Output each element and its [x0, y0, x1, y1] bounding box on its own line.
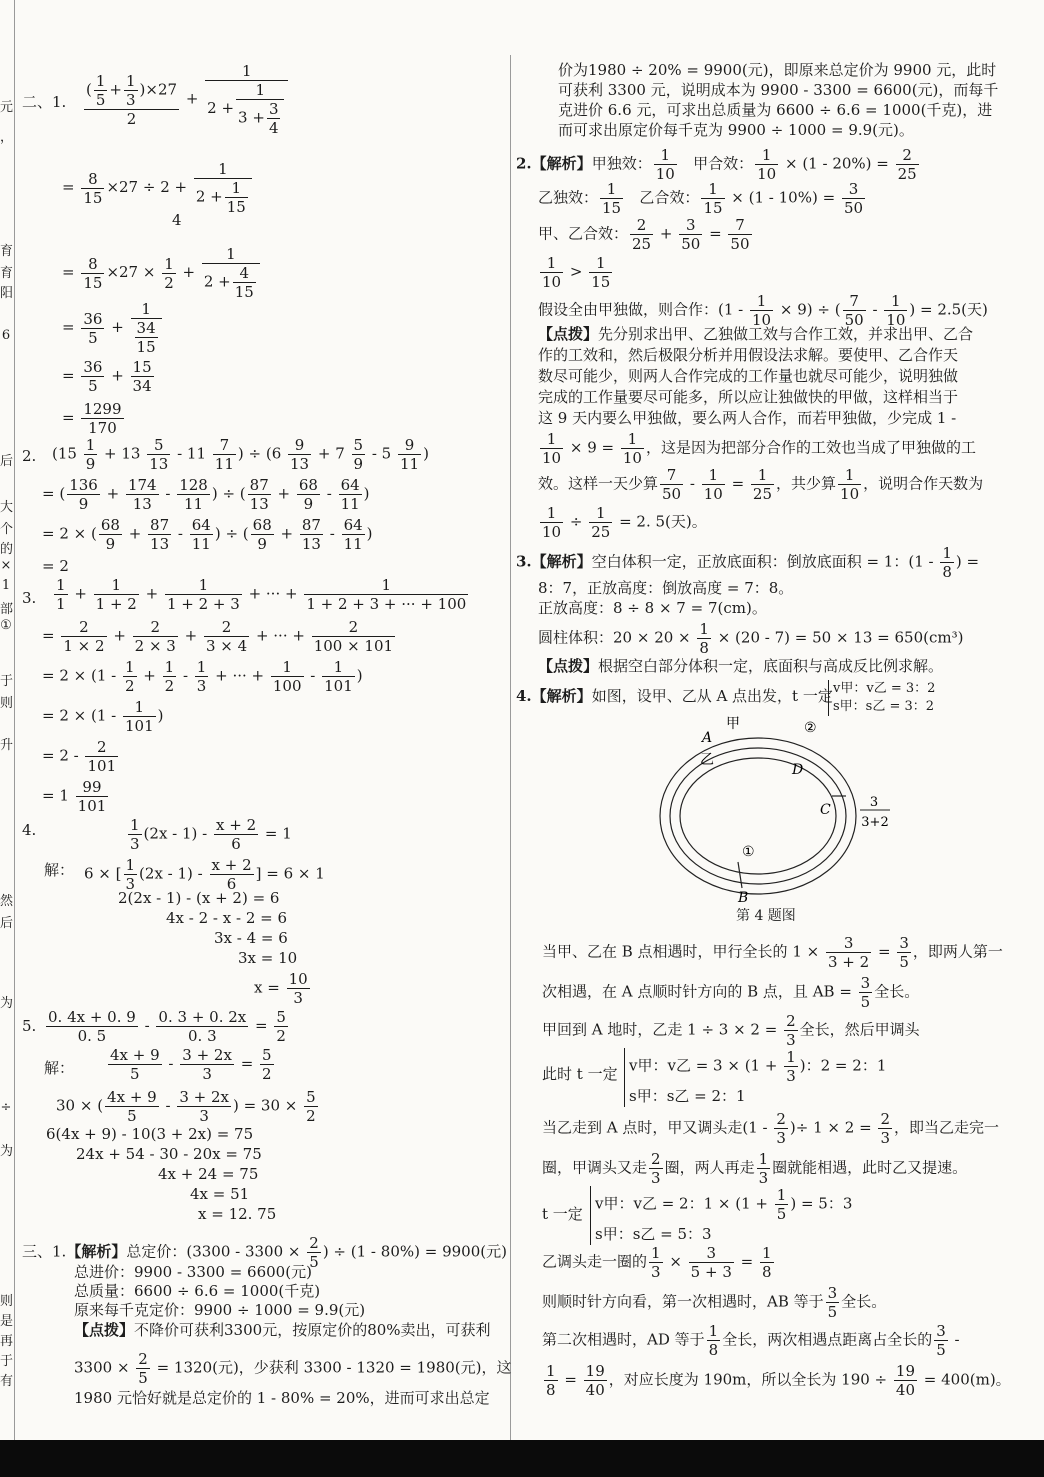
margin-char: 阳 [0, 286, 14, 301]
cont-4: 而可求出原定价每千克为 9900 ÷ 1000 = 9.9(元)。 [558, 121, 914, 139]
q4-t8: 乙调头走一圈的 $\frac{1}{3}$ × $\frac{3}{5 + 3}$ = $\frac{1}{8}$ [542, 1244, 772, 1281]
q2-2-line2: = ( $\frac{136}{9}$ + $\frac{174}{13}$ - $\frac{128}{11}$ ) ÷ ( $\frac{87}{13}$ + $\frac{68}{9}$ - $\frac{64}{11}$ ) [42, 476, 370, 513]
q2-3-line6: = 1 $\frac{99}{101}$ [42, 778, 107, 815]
margin-char: 1 [1, 578, 11, 593]
margin-char: 于 [0, 1354, 14, 1369]
margin-char: 是 [0, 1314, 14, 1329]
left-margin-strip [0, 0, 15, 1440]
margin-char: 个 [0, 522, 14, 537]
q2-5-eq7: 4x = 51 [190, 1185, 250, 1203]
q2-5-eq8: x = 12. 75 [198, 1205, 277, 1223]
q2-3-line1: $\frac{1}{1}$ + $\frac{1}{1 + 2}$ + $\frac{1}{1 + 2 + 3}$ + ··· + $\frac{1}{1 + 2 + 3 + \cdot\cdot\cdot + 100}$ [56, 576, 467, 613]
q2-2-line1: (15 $\frac{1}{9}$ + 13 $\frac{5}{13}$ - 11 $\frac{7}{11}$ ) ÷ (6 $\frac{9}{13}$ + 7 $\frac{5}{9}$ - 5 $\frac{9}{11}$ ) [52, 436, 429, 473]
q2-tip-7: 效。这样一天少算 $\frac{7}{50}$ - $\frac{1}{10}$ = $\frac{1}{25}$ ，共少算 $\frac{1}{10}$ ，说明合作天数为 [538, 466, 984, 503]
label-circle-2: ② [804, 720, 817, 736]
q2-4-eq7: x = $\frac{10}{3}$ [254, 970, 308, 1007]
q4-t10: 第二次相遇时，AD 等于 $\frac{1}{8}$ 全长，两次相遇点距离占全长的 $\frac{3}{5}$ - [542, 1322, 960, 1359]
margin-char: 后 [0, 916, 14, 931]
q4-t11: $\frac{1}{8}$ = $\frac{19}{40}$ ，对应长度为 190m，所以全长为 190 ÷ $\frac{19}{40}$ = 400(m)。 [546, 1362, 1011, 1399]
q2-b: 乙独效： $\frac{1}{15}$ 乙合效： $\frac{1}{15}$ × (1 - 10%) = $\frac{3}{50}$ [538, 180, 864, 217]
q4-t5: 当乙走到 A 点时，甲又调头走(1 - $\frac{2}{3}$ )÷ 1 × 2 = $\frac{2}{3}$ ，即当乙走完一 [542, 1110, 1000, 1147]
q2-5-eq5: 24x + 54 - 30 - 20x = 75 [76, 1145, 262, 1163]
q2-5-eq3: 30 × ( $\frac{4x + 9}{5}$ - $\frac{3 + 2x}{3}$ ) = 30 × $\frac{5}{2}$ [56, 1088, 316, 1125]
label-D: D [792, 762, 804, 778]
track-inner [680, 758, 836, 874]
label-yi: 乙 [700, 752, 714, 768]
q2-tip-1: 【点拨】先分别求出甲、乙独做工效与合作工效，并求出甲、乙合 [538, 325, 974, 343]
q4-t9: 则顺时针方向看，第一次相遇时，AB 等于 $\frac{3}{5}$ 全长。 [542, 1284, 887, 1321]
margin-char: ÷ [0, 1100, 12, 1115]
margin-char: ， [0, 130, 14, 145]
q3-1-tip: 【点拨】不降价可获利3300元，按原定价的80%卖出，可获利 [74, 1321, 491, 1339]
cont-3: 克进价 6.6 元，可求出总质量为 6600 ÷ 6.6 = 1000(千克)，进 [558, 101, 993, 119]
cont-2: 可获利 3300 元，说明成本为 9900 - 3300 = 6600(元)，而每千 [558, 81, 999, 99]
margin-char: 于 [0, 674, 14, 689]
margin-char: 则 [0, 1294, 14, 1309]
q2-3-line2: = $\frac{2}{1 \times 2}$ + $\frac{2}{2 \times 3}$ + $\frac{2}{3 \times 4}$ + ··· + $\frac{2}{100 \times 101}$ [42, 618, 394, 655]
q2-1-line4: = $\frac{36}{5}$ + 1 34 15 [62, 300, 164, 356]
q2-tip-3: 数尽可能少，则两人合作完成的工作量也就尽可能少，说明独做 [538, 367, 959, 385]
q2-2-line4: = 2 [42, 557, 69, 575]
margin-char: 的 [0, 542, 14, 557]
q3-1-head: 三、1.【解析】总定价：(3300 - 3300 × $\frac{2}{5}$ ) ÷ (1 - 80%) = 9900(元) [22, 1234, 507, 1271]
label-A: A [702, 730, 713, 746]
q2-4-eq3: 2(2x - 1) - (x + 2) = 6 [118, 889, 280, 907]
q2-3-label: 3. [22, 589, 37, 607]
label-jia: 甲 [726, 716, 740, 732]
label-C: C [820, 802, 831, 818]
margin-char: 育 [0, 244, 14, 259]
label-circle-1: ① [742, 844, 755, 860]
margin-char: 为 [0, 996, 14, 1011]
margin-char: 后 [0, 454, 14, 469]
q2-tip-2: 作的工效和，然后极限分析并用假设法求解。要使甲、乙合作天 [538, 346, 959, 364]
q3-head: 3.【解析】空白体积一定，正放底面积：倒放底面积 = 1：(1 - $\frac{1}{8}$ ) = [516, 544, 980, 581]
label-frac-den: 3+2 [861, 815, 889, 830]
q2-tip-5: 这 9 天内要么甲独做，要么两人合作，而若甲独做，少完成 1 - [538, 409, 957, 427]
column-divider [510, 55, 511, 1440]
q4-head: 4.【解析】如图，设甲、乙从 A 点出发，t 一定 [516, 687, 833, 705]
q2-2-line3: = 2 × ( $\frac{68}{9}$ + $\frac{87}{13}$ - $\frac{64}{11}$ ) ÷ ( $\frac{68}{9}$ + $\frac{87}{13}$ - $\frac{64}{11}$ ) [42, 516, 373, 553]
q3-a2: 8：7，正放高度：倒放高度 = 7：8。 [538, 579, 794, 597]
margin-char: 育 [0, 266, 14, 281]
q4-ratio3: v甲：v乙 = 2：1 × (1 + $\frac{1}{5}$ ) = 5：3 s甲：s乙 = 5：3 [590, 1186, 852, 1245]
q2-1-line6: = $\frac{1299}{170}$ [62, 400, 122, 437]
q2-1-label: 二、1. [22, 93, 67, 111]
margin-char: 有 [0, 1374, 14, 1389]
q4-ratio-brace: v甲：v乙 = 3：2 s甲：s乙 = 3：2 [828, 680, 935, 716]
q2-4-eq2: 6 × [ $\frac{1}{3}$ (2x - 1) - $\frac{x + 2}{6}$ ] = 6 × 1 [84, 856, 325, 893]
q2-5-eq1: $\frac{0. 4x + 0. 9}{0. 5}$ - $\frac{0. 3 + 0. 2x}{0. 3}$ = $\frac{5}{2}$ [48, 1008, 286, 1045]
q4-t7: t 一定 [542, 1205, 583, 1223]
margin-char: 再 [0, 1334, 14, 1349]
q2-4-label: 4. [22, 821, 37, 839]
q2-c: 甲、乙合效： $\frac{2}{25}$ + $\frac{3}{50}$ = $\frac{7}{50}$ [538, 216, 750, 253]
q3-1-t6: 3300 × $\frac{2}{5}$ = 1320(元)，少获利 3300 - 1320 = 1980(元)，这 [74, 1350, 512, 1387]
margin-char: 部 [0, 602, 14, 617]
q2-5-eq4: 6(4x + 9) - 10(3 + 2x) = 75 [46, 1125, 254, 1143]
q2-4-eq1: $\frac{1}{3}$ (2x - 1) - $\frac{x + 2}{6}$ = 1 [130, 816, 292, 853]
q4-t4: 此时 t 一定 [542, 1065, 618, 1083]
q4-t6: 圈，甲调头又走 $\frac{2}{3}$ 圈，两人再走 $\frac{1}{3}$ 圈就能相遇，此时乙又提速。 [542, 1150, 968, 1187]
q2-4-eq4: 4x - 2 - x - 2 = 6 [166, 909, 288, 927]
margin-char: 元 [0, 100, 14, 115]
margin-char: × [0, 558, 12, 573]
margin-char: 则 [0, 696, 14, 711]
q2-5-label: 5. [22, 1017, 37, 1035]
margin-char: 大 [0, 500, 14, 515]
q2-3-line5: = 2 - $\frac{2}{101}$ [42, 738, 117, 775]
q2-5-jie: 解： [44, 1059, 75, 1077]
q4-ratio2: v甲：v乙 = 3 × (1 + $\frac{1}{3}$ )：2 = 2：1 s甲：s乙 = 2：1 [624, 1048, 886, 1107]
q2-head: 2.【解析】甲独效： $\frac{1}{10}$ 甲合效： $\frac{1}{10}$ × (1 - 20%) = $\frac{2}{25}$ [516, 146, 917, 183]
q2-tip-4: 完成的工作量要尽可能多，所以应让独做快的甲做，这样相当于 [538, 388, 959, 406]
q2-1-line2-den: 4 [172, 211, 182, 229]
q2-e: 假设全由甲独做，则合作：(1 - $\frac{1}{10}$ × 9) ÷ ( $\frac{7}{50}$ - $\frac{1}{10}$ ) = 2.5(天) [538, 292, 988, 329]
q2-1-line1: ( $\frac{1}{5}$ + $\frac{1}{3}$ )×27 2 + 1 2 + 1 3 + $\frac{3}{4}$ [82, 62, 290, 137]
q4-t1: 当甲、乙在 B 点相遇时，甲行全长的 1 × $\frac{3}{3 + 2}$ = $\frac{3}{5}$ ，即两人第一 [542, 934, 1003, 971]
figure-caption: 第 4 题图 [736, 908, 796, 924]
label-frac-num: 3 [869, 795, 879, 810]
q2-4-jie: 解： [44, 861, 75, 879]
margin-char: 升 [0, 738, 14, 753]
q3-a4: 圆柱体积：20 × 20 × $\frac{1}{8}$ × (20 - 7) = 50 × 13 = 650(cm³) [538, 620, 964, 657]
cont-1: 价为1980 ÷ 20% = 9900(元)，即原来总定价为 9900 元，此时 [558, 61, 997, 79]
q3-tip: 【点拨】根据空白部分体积一定，底面积与高成反比例求解。 [538, 657, 944, 675]
q2-2-label: 2. [22, 447, 37, 465]
q3-1-t3: 总质量：6600 ÷ 6.6 = 1000(千克) [74, 1282, 321, 1300]
track-figure [646, 712, 896, 908]
q4-t2: 次相遇，在 A 点顺时针方向的 B 点，且 AB = $\frac{3}{5}$ 全长。 [542, 974, 920, 1011]
q2-4-eq5: 3x - 4 = 6 [214, 929, 288, 947]
q3-1-t4: 原来每千克定价：9900 ÷ 1000 = 9.9(元) [74, 1301, 366, 1319]
q2-3-line4: = 2 × (1 - $\frac{1}{101}$ ) [42, 698, 164, 735]
q4-t3: 甲回到 A 地时，乙走 1 ÷ 3 × 2 = $\frac{2}{3}$ 全长，然后甲调头 [542, 1012, 920, 1049]
bottom-dark-bar [0, 1440, 1044, 1477]
q3-a3: 正放高度：8 ÷ 8 × 7 = 7(cm)。 [538, 599, 767, 617]
mark-B [738, 862, 742, 888]
margin-char: 6 [1, 328, 11, 343]
q2-d: $\frac{1}{10}$ > $\frac{1}{15}$ [542, 254, 611, 291]
q2-1-line5: = $\frac{36}{5}$ + $\frac{15}{34}$ [62, 358, 152, 395]
margin-char: 为 [0, 1144, 14, 1159]
q2-5-eq6: 4x + 24 = 75 [158, 1165, 259, 1183]
q2-5-eq2: $\frac{4x + 9}{5}$ - $\frac{3 + 2x}{3}$ = $\frac{5}{2}$ [110, 1046, 272, 1083]
margin-char: 然 [0, 894, 14, 909]
q2-tip-6: $\frac{1}{10}$ × 9 = $\frac{1}{10}$ ，这是因为把部分合作的工效也当成了甲独做的工 [542, 430, 976, 467]
label-B: B [738, 890, 749, 906]
q3-1-t7: 1980 元恰好就是总定价的 1 - 80% = 20%，进而可求出总定 [74, 1389, 490, 1407]
q2-4-eq6: 3x = 10 [238, 949, 298, 967]
q2-tip-8: $\frac{1}{10}$ ÷ $\frac{1}{25}$ = 2. 5(天)。 [542, 504, 707, 541]
q3-1-t2: 总进价：9900 - 3300 = 6600(元) [74, 1263, 312, 1281]
q2-1-line3: = $\frac{8}{15}$ ×27 × $\frac{1}{2}$ + 1 2 + $\frac{4}{15}$ [62, 245, 262, 301]
margin-char: ① [0, 618, 12, 633]
q2-3-line3: = 2 × (1 - $\frac{1}{2}$ + $\frac{1}{2}$ - $\frac{1}{3}$ + ··· + $\frac{1}{100}$ - $\frac{1}{101}$ ) [42, 658, 363, 695]
q2-1-line2: = $\frac{8}{15}$ ×27 ÷ 2 + 1 2 + $\frac{1}{15}$ [62, 160, 254, 216]
